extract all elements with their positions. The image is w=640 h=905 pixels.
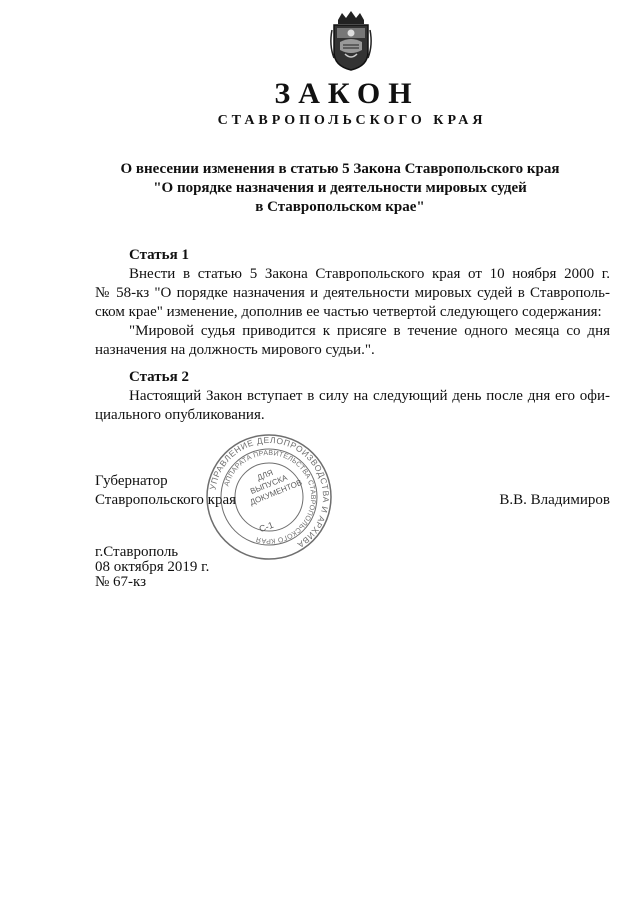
article-1-line: "Мировой судья приводится к присяге в течение одного месяца со дня [129, 323, 610, 339]
stamp-center-text: ДЛЯ ВЫПУСКА ДОКУМЕНТОВ [248, 468, 304, 507]
law-title-line: "О порядке назначения и деятельности мировых судей [153, 180, 527, 196]
article-1 [95, 246, 610, 360]
coat-of-arms-icon [328, 10, 374, 72]
stamp-outer-text: УПРАВЛЕНИЕ ДЕЛОПРОИЗВОДСТВА И АРХИВА [207, 434, 332, 551]
coat-of-arms-graphic [328, 10, 374, 72]
law-title-line: О внесении изменения в статью 5 Закона Ставропольского края [120, 161, 560, 177]
law-title [110, 160, 570, 217]
stamp-inner-text: АППАРАТА ПРАВИТЕЛЬСТВА СТАВРОПОЛЬСКОГО КРАЯ [223, 449, 317, 545]
official-stamp [204, 432, 334, 562]
stamp-code: С-1 [257, 519, 275, 535]
article-2 [95, 368, 610, 425]
article-1-heading: Статья 1 [129, 247, 189, 263]
signature-position-line: Губернатор [95, 473, 168, 489]
law-title-line: в Ставропольском крае" [255, 199, 425, 215]
date: 08 октября 2019 г. [95, 559, 210, 575]
article-1-line: назначения на должность мирового судьи.". [95, 342, 375, 358]
region-heading: СТАВРОПОЛЬСКОГО КРАЯ [217, 113, 487, 128]
article-2-line: циального опубликования. [95, 407, 265, 423]
place-date-block [95, 545, 209, 590]
article-1-line: ском крае" изменение, дополнив ее частью четвертой следующего содержания: [95, 304, 602, 320]
article-2-line: Настоящий Закон вступает в силу на следующий день после дня его офи- [129, 388, 610, 404]
document-type-heading: ЗАКОН [274, 77, 420, 110]
signature-position-line: Ставропольского края [95, 492, 236, 508]
article-2-heading: Статья 2 [129, 369, 189, 385]
governor-name: В.В. Владимиров [499, 492, 610, 508]
article-1-line: Внести в статью 5 Закона Ставропольского края от 10 ноября 2000 г. [129, 266, 610, 282]
article-1-line: № 58-кз "О порядке назначения и деятельности мировых судей в Ставрополь- [95, 285, 610, 301]
law-number: № 67-кз [95, 574, 147, 590]
place: г.Ставрополь [95, 544, 179, 560]
